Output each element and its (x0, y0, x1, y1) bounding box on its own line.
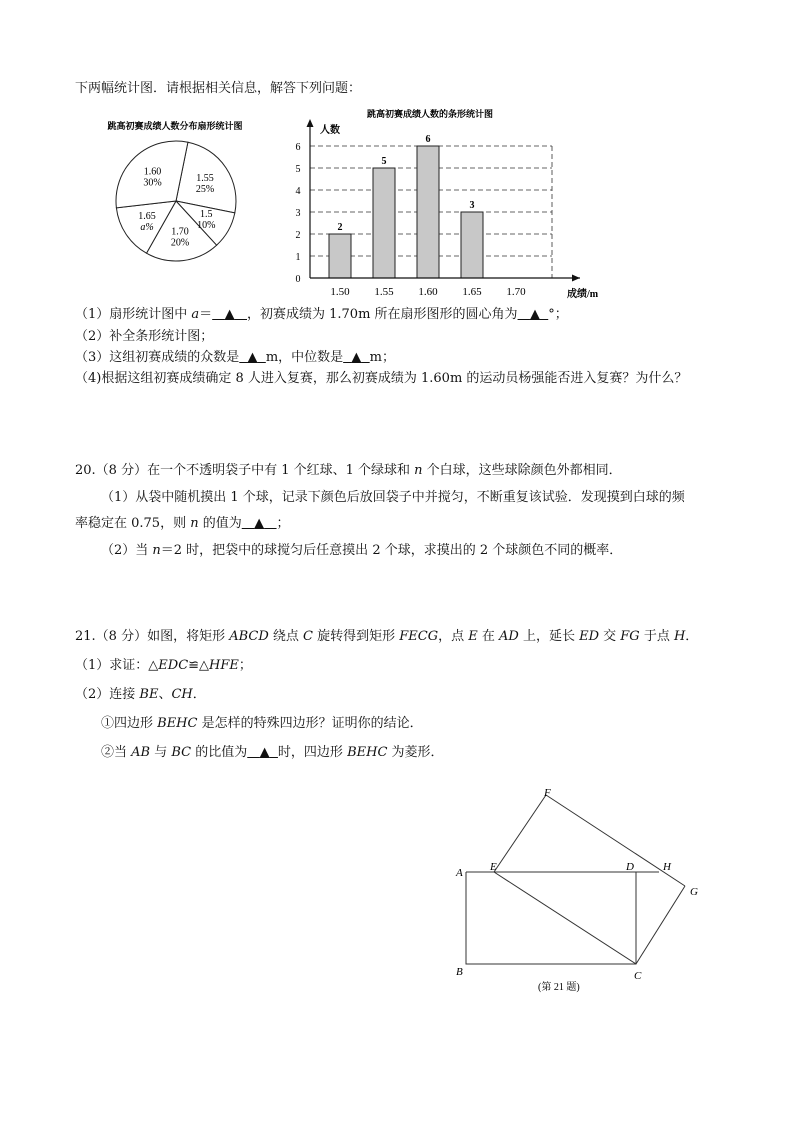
x-axis-label: 成绩/m (567, 289, 599, 300)
y-tick-label: 0 (295, 274, 301, 285)
pie-slice-percent: 25% (195, 183, 215, 195)
answer-blank[interactable]: ▲ (254, 516, 265, 531)
pie-slice-percent: 30% (143, 177, 162, 189)
pie-slice-percent: 10% (197, 220, 216, 232)
y-axis-arrow (307, 119, 314, 127)
bar (329, 234, 351, 278)
segment-GC (636, 886, 685, 964)
pie-slice-label: 1.5 (200, 209, 213, 221)
q19-part2: （2）补全条形统计图； (75, 329, 214, 344)
answer-blank[interactable]: ▲ (351, 350, 362, 365)
bar-value-label: 2 (337, 222, 343, 233)
q21-part2: （2）连接 BE、CH． (75, 687, 206, 702)
bar-value-label: 5 (381, 156, 387, 167)
bar-value-label: 3 (469, 200, 475, 211)
q21-subpart1: ①四边形 BEHC 是怎样的特殊四边形？证明你的结论． (101, 716, 423, 731)
bar-chart-title: 跳高初赛成绩人数的条形统计图 (366, 109, 494, 119)
pie-slice-label: 1.70 (171, 226, 189, 238)
figure-caption: (第 21 题) (538, 982, 580, 993)
y-tick-label: 1 (295, 252, 301, 263)
segment-EF (494, 795, 546, 872)
point-label-H: H (663, 861, 671, 873)
y-axis-label: 人数 (320, 125, 340, 136)
pie-slice-label: 1.60 (143, 166, 162, 178)
q19-part1: （1）扇形统计图中 a＝ ▲ ，初赛成绩为 1.70m 所在扇形图形的圆心角为 ▲ °； (75, 307, 568, 322)
point-label-B: B (456, 966, 463, 978)
pie-slice-percent: a% (140, 222, 154, 234)
x-tick-label: 1.55 (374, 286, 394, 298)
rect-ABCD (466, 872, 636, 964)
pie-slice-label: 1.55 (196, 172, 214, 184)
point-label-C: C (634, 970, 642, 982)
q20-part1-line2: 率稳定在 0.75，则 n 的值为 ▲ ； (75, 516, 290, 531)
answer-blank[interactable]: ▲ (224, 307, 235, 322)
q20-stem: 20.（8 分）在一个不透明袋子中有 1 个红球、1 个绿球和 n 个白球，这些球除颜色外都相同． (75, 463, 622, 478)
y-tick-label: 4 (295, 186, 301, 197)
intro-text: 下两幅统计图．请根据相关信息，解答下列问题： (75, 81, 362, 96)
pie-chart (95, 115, 275, 265)
bar-value-label: 6 (425, 134, 431, 145)
pie-slice-percent: 20% (170, 237, 190, 249)
point-label-A: A (456, 867, 463, 879)
pie-slice-label: 1.65 (138, 211, 156, 223)
y-tick-label: 5 (295, 164, 301, 175)
q21-subpart2: ②当 AB 与 BC 的比值为 ▲ 时，四边形 BEHC 为菱形． (101, 745, 444, 760)
answer-blank[interactable]: ▲ (529, 307, 540, 322)
point-label-D: D (626, 861, 634, 873)
q19-part3: （3）这组初赛成绩的众数是 ▲ m，中位数是 ▲ m； (75, 350, 395, 365)
q21-part1: （1）求证：△EDC≌△HFE； (75, 658, 252, 673)
segment-EC (494, 872, 636, 964)
x-tick-label: 1.60 (418, 286, 438, 298)
q20-part1-line1: （1）从袋中随机摸出 1 个球，记录下颜色后放回袋子中并搅匀，不断重复该试验．发现摸到白球的频 (101, 490, 685, 505)
bar (373, 168, 395, 278)
y-tick-label: 3 (295, 208, 301, 219)
geometry-figure (450, 782, 710, 997)
bar-chart (280, 103, 610, 303)
point-label-E: E (490, 861, 497, 873)
x-tick-label: 1.70 (506, 286, 526, 298)
q20-part2: （2）当 n＝2 时，把袋中的球搅匀后任意摸出 2 个球，求摸出的 2 个球颜色不同的概率． (101, 543, 623, 558)
answer-blank[interactable]: ▲ (259, 745, 270, 760)
x-axis-arrow (572, 275, 580, 282)
x-tick-label: 1.65 (462, 286, 482, 298)
point-label-F: F (544, 787, 551, 799)
answer-blank[interactable]: ▲ (247, 350, 258, 365)
q21-stem: 21.（8 分）如图，将矩形 ABCD 绕点 C 旋转得到矩形 FECG，点 E 在 AD 上，延长 ED 交 FG 于点 H． (75, 629, 699, 644)
y-tick-label: 2 (295, 230, 301, 241)
point-label-G: G (690, 886, 698, 898)
x-tick-label: 1.50 (330, 286, 350, 298)
bar (461, 212, 483, 278)
pie-title: 跳高初赛成绩人数分布扇形统计图 (107, 121, 243, 131)
q19-part4: （4)根据这组初赛成绩确定 8 人进入复赛，那么初赛成绩为 1.60m 的运动员杨强能否进入复赛？为什么？ (75, 371, 688, 386)
bar (417, 146, 439, 278)
y-tick-label: 6 (295, 142, 301, 153)
